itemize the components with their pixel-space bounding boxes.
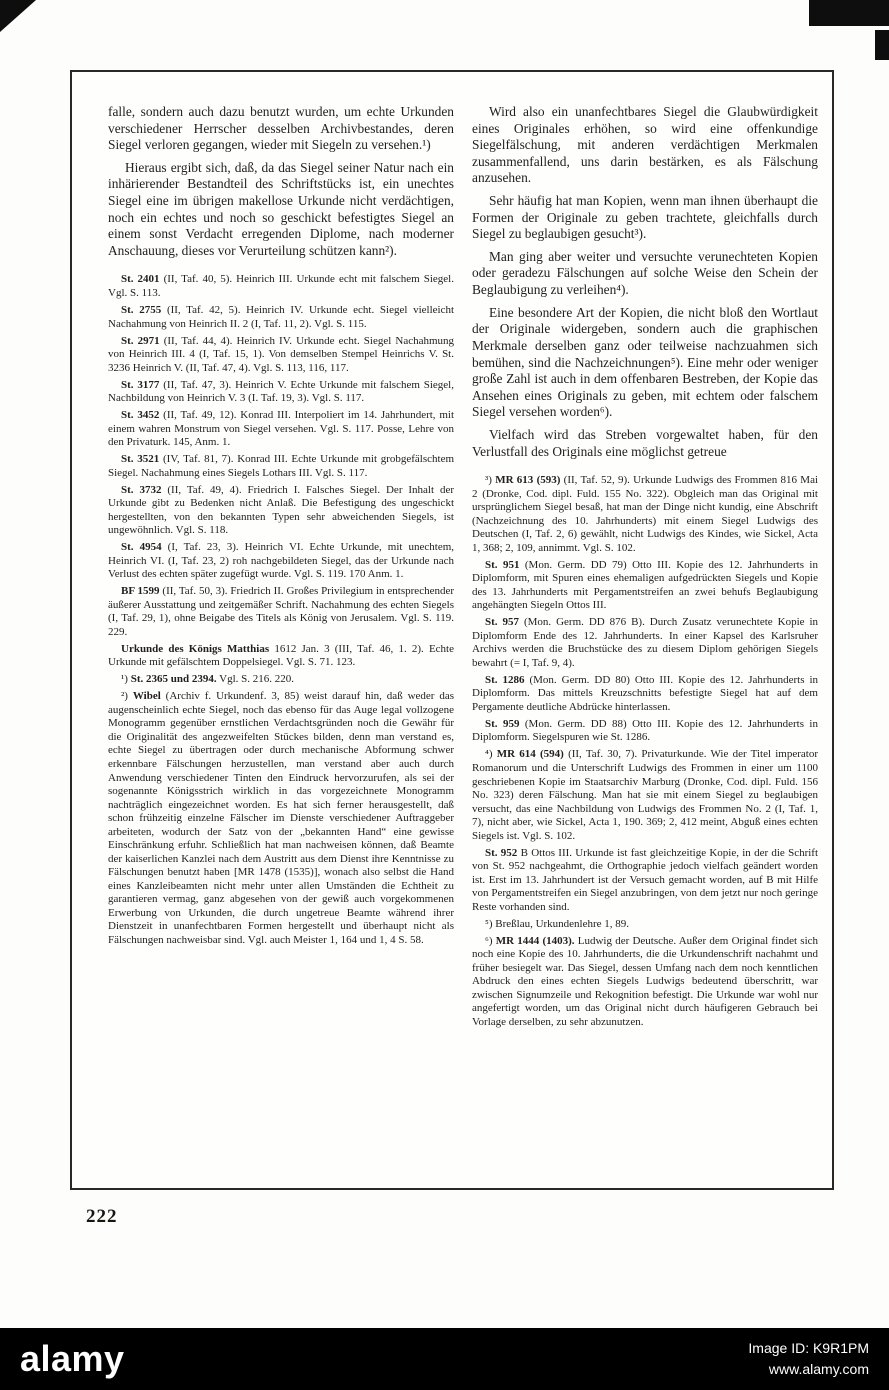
footnote-lead: BF 1599 [121, 585, 160, 598]
body-paragraph: Eine besondere Art der Kopien, die nicht bloß den Wortlaut der Originale widergeben, sondern auch die graphischen Merkmale derselben ganz oder teilweise nachzuahmen sich bemühen, sind die Nachzeichnungen⁵). Eine mehr oder weniger große Zahl ist auch in dem offenbaren Bestreben, der Kopie das Ansehen eines Originals zu geben, mit echtem oder falschem Siegel versehen worden⁶). [472, 304, 818, 420]
footnote-marker: ⁴) [485, 748, 493, 761]
footnote-marker: ¹) [121, 673, 128, 686]
alamy-logo: alamy [20, 1338, 125, 1379]
footnote [108, 690, 454, 947]
footnote-text: (Mon. Germ. DD 876 B). Durch Zusatz verunechtete Kopie in Diplomform Ende des 12. Jahrhunderts. In einer Kapsel des Karlsruher Archivs werden die Bruchstücke des zu diesem Diplom gehörigen Siegels bewahrt (= I, Taf. 9, 4). [472, 616, 819, 669]
footnote-lead: St. 2971 [121, 334, 160, 347]
footnote [108, 673, 454, 687]
footnote-marker: ³) [485, 474, 492, 487]
footnote-marker: ⁶) [485, 934, 493, 947]
footnote-lead: MR 1444 (1403). [495, 934, 575, 947]
footnote-lead: St. 951 [485, 558, 520, 571]
footnote-text: Breßlau, Urkundenlehre 1, 89. [495, 917, 630, 930]
scan-artifact-right-edge [875, 30, 889, 60]
footnote [108, 541, 454, 582]
footnote [108, 484, 454, 538]
footnote-text: (II, Taf. 49, 12). Konrad III. Interpoliert im 14. Jahrhundert, mit einem wahren Monstrum von Siegel versehen. Vgl. S. 117. Posse, Lehre von den Privaturk. 145, Anm. 1. [108, 409, 455, 449]
footnote-marker: ⁵) [485, 917, 493, 930]
page-border-frame [70, 70, 834, 1190]
footnote [472, 935, 818, 1030]
footnote [472, 918, 818, 932]
footnote-text: (II, Taf. 30, 7). Privaturkunde. Wie der Titel imperator Romanorum und die Unterschrift Ludwigs des Frommen in einer um 1100 geschriebenen Kopie im Staatsarchiv Marburg (Dronke, Cod. dipl. Fuld. 156 No. 323) deren Fälschung. Man hat sie mit einem Siegel zu beglaubigen versucht, das eine Nachbildung von Ludwigs des Frommen No. 2 (I, Taf. 1, 7), nicht aber, wie Sickel, Acta 1, 190. 369; 2, 412 meint, Abguß eines echten Siegels ist. Vgl. S. 102. [472, 748, 819, 842]
footnote-lead: MR 613 (593) [495, 474, 561, 487]
footnote-marker: ²) [121, 690, 128, 703]
footnote-lead: St. 2755 [121, 304, 162, 317]
footnote [108, 643, 454, 670]
body-paragraph: falle, sondern auch dazu benutzt wurden, um echte Urkunden verschiedener Herrscher desselben Archivbestandes, deren Siegel verloren gegangen, wieder mit Siegeln zu versehen.¹) [108, 104, 454, 153]
footnote-text: B Ottos III. Urkunde ist fast gleichzeitige Kopie, in der die Schrift von St. 952 nachgeahmt, die Orthographie jedoch vielfach geändert worden ist. Erst im 13. Jahrhundert ist der Versuch gemacht worden, auf B mit Hilfe von Pergamentstreifen ein Siegel anzubringen, von dem jetzt nur noch geringe Reste vorhanden sind. [472, 846, 819, 913]
footnote-text: (II, Taf. 50, 3). Friedrich II. Großes Privilegium in entsprechender äußerer Ausstattung und zeitgemäßer Schrift. Nachahmung des echten Siegels (I, Taf. 29, 1), ohne Beigabe des Titels als König von Jerusalem. Vgl. S. 119. 229. [108, 585, 455, 638]
watermark-meta [748, 1338, 869, 1380]
page-number: 222 [86, 1206, 118, 1227]
footnote [472, 847, 818, 915]
footnote-lead: MR 614 (594) [496, 748, 564, 761]
footnote [472, 616, 818, 670]
alamy-watermark-bar [0, 1328, 889, 1390]
footnote [108, 304, 454, 331]
footnote-text: (Archiv f. Urkundenf. 3, 85) weist darauf hin, daß weder das augenscheinlich echte Siegel, noch das ebenso für das Auge legal vollzogene Monogramm gegenüber ernstlichen Verdachtsgründen noch die Gewähr für die Originalität des angezweifelten Stückes bilden, denn man verstand es, echte Siegel zu übertragen oder durch mechanische Abformung schwer erkennbare Fälschungen herzustellen, man verstand aber auch durch Anwendung verschiedener Tinten den Eindruck hervorzurufen, als sei der sogenannte Königsstrich wirklich in das vorgezeichnete Monogramm nachträglich eingezeichnet worden. Es hat sich ferner herausgestellt, daß schon frühzeitig einzelne Fälscher im Dienste verschiedener Auftraggeber arbeiteten, wodurch der Satz von der „bekannten Hand“ eine gewisse Einschränkung erfuhr. Schließlich hat man nachweisen können, daß Beamte der kaiserlichen Kanzlei nach dem Austritt aus dem Dienst ihre Kenntnisse zu Fälschungen benutzt haben [MR 1478 (1535)], wonach also selbst die Hand eines Kanzleibeamten nicht mehr unter allen Umständen die Echtheit zu garantieren vermag, ganz abgesehen von der gewiß auch vorgekommenen Erwerbung von Urkunden, die durch ungetreue Beamte während ihrer Dienstzeit in unanfechtbaren Formen hergestellt und überhaupt nicht als Fälschungen nachweisbar sind. Vgl. auch Meister 1, 164 und 1, 4 S. 58. [108, 690, 454, 946]
footnote-text: (II, Taf. 42, 5). Heinrich IV. Urkunde echt. Siegel vielleicht Nachahmung von Heinrich II. 2 (I, Taf. 11, 2). Vgl. S. 115. [108, 304, 455, 330]
footnote-lead: St. 4954 [121, 541, 162, 554]
footnote-lead: St. 3452 [121, 409, 160, 422]
footnote [108, 335, 454, 376]
footnote [108, 453, 454, 480]
two-column-text [72, 72, 832, 1188]
footnote-lead: St. 1286 [485, 673, 525, 686]
alamy-url-text: www.alamy.com [768, 1361, 869, 1377]
footnote-lead: St. 2365 und 2394. [130, 673, 217, 686]
footnote-text: (Mon. Germ. DD 80) Otto III. Kopie des 12. Jahrhunderts in Diplomform. Das mittels Kreuzschnitts befestigte Siegel hat auf dem Pergamente deutliche Abdrücke hinterlassen. [472, 673, 818, 713]
right-column [472, 104, 818, 1164]
footnote-text: (IV, Taf. 81, 7). Konrad III. Echte Urkunde mit grobgefälschtem Siegel. Nachahmung eines Siegels Lothars III. Vgl. S. 117. [108, 453, 455, 479]
footnote-text: (II, Taf. 49, 4). Friedrich I. Falsches Siegel. Der Inhalt der Urkunde gibt zu Bedenken nicht Anlaß. Die Befestigung des ungeschickt hergestellten, von den bekannten Typen sehr abweichenden Siegels, ist ungewöhnlich. Vgl. S. 118. [108, 483, 455, 537]
footnote-text: (I, Taf. 23, 3). Heinrich VI. Echte Urkunde, mit unechtem, Heinrich VI. (I, Taf. 23, 2) roh nachgebildeten Siegel, das der Urkunde nach Verlust des echten später zugefügt wurde. Vgl. S. 119. 170 Anm. 1. [108, 541, 455, 581]
body-paragraph: Hieraus ergibt sich, daß, da das Siegel seiner Natur nach ein inhärierender Bestandteil des Schriftstücks ist, ein unechtes Siegel eine im übrigen makellose Urkunde nicht verdächtigen, noch ein echtes und noch so geschickt befestigtes Siegel an einem sonst Verdacht erregenden Diplome, nach moderner Anschauung, dieses vor Verurteilung schützen kann²). [108, 159, 454, 258]
footnote-text: 1612 Jan. 3 (III, Taf. 46, 1. 2). Echte Urkunde mit gefälschtem Doppelsiegel. Vgl. S. 71. 123. [108, 642, 454, 669]
footnote-lead: St. 3732 [121, 483, 162, 496]
footnote-text: (Mon. Germ. DD 79) Otto III. Kopie des 12. Jahrhunderts in Diplomform, mit Spuren eines ehemaligen aufgedrückten Siegels und Kopie des 13. Jahrhunderts mit Pergamentstreifen an zwei behufs Beglaubigung angehängten Siegeln Ottos III. [472, 558, 818, 612]
body-paragraph: Vielfach wird das Streben vorgewaltet haben, für den Verlustfall des Originals eine möglichst getreue [472, 426, 818, 459]
footnote-text: Vgl. S. 216. 220. [219, 673, 295, 686]
footnote-text: (II, Taf. 40, 5). Heinrich III. Urkunde echt mit falschem Siegel. Vgl. S. 113. [108, 273, 454, 299]
footnote [108, 409, 454, 450]
footnote-text: (Mon. Germ. DD 88) Otto III. Kopie des 12. Jahrhunderts in Diplomform. Siegelspuren wie St. 1286. [472, 717, 818, 744]
footnote [472, 748, 818, 843]
footnote [108, 273, 454, 300]
footnote [472, 559, 818, 613]
footnote [472, 718, 818, 745]
footnote-lead: St. 3521 [121, 453, 160, 466]
footnote-lead: Wibel [132, 690, 161, 703]
footnote [108, 585, 454, 639]
footnote [472, 674, 818, 715]
footnote-text: (II, Taf. 52, 9). Urkunde Ludwigs des Frommen 816 Mai 2 (Dronke, Cod. dipl. Fuld. 155 No. 322). Obgleich man das Original mit ursprünglichem Siegel besaß, hat man der Dinge nicht kundig, eine Abschrift (Nachzeichnung des 10. Jahrhunderts) mit einem Siegel Ludwigs des Deutschen (I, Taf. 2, 6) gewählt, nicht Ludwigs des Kindes, wie Sickel, Acta 1, 368; 2, 109, annimmt. Vgl. S. 102. [472, 474, 819, 554]
scan-artifact-top-left [0, 0, 36, 32]
footnote-text: (II, Taf. 47, 3). Heinrich V. Echte Urkunde mit falschem Siegel, Nachbildung von Heinrich V. 3 (I. Taf. 19, 3). Vgl. S. 117. [108, 378, 454, 405]
body-paragraph: Wird also ein unanfechtbares Siegel die Glaubwürdigkeit eines Originales erhöhen, so wird eine offenkundige Siegelfälschung, mit anderen verdächtigen Merkmalen zusammenfallend, uns darin bestärken, es als Fälschung anzusehen. [472, 104, 818, 186]
footnote-lead: St. 959 [485, 717, 520, 730]
scan-artifact-top-right [809, 0, 889, 26]
footnote [472, 474, 818, 555]
body-paragraph: Sehr häufig hat man Kopien, wenn man ihnen überhaupt die Formen der Originale zu geben trachtete, gleichfalls durch Siegel zu beglaubigen gesucht³). [472, 193, 818, 242]
footnote-lead: St. 957 [485, 616, 519, 629]
footnote-text: (II, Taf. 44, 4). Heinrich IV. Urkunde echt. Siegel Nachahmung von Heinrich III. 4 (I, Taf. 15, 1). Von demselben Stempel Heinrichs V. St. 3236 Heinrich V. (II, Taf. 47, 4). Vgl. S. 113, 116, 117. [108, 334, 455, 374]
footnote-lead: St. 3177 [121, 378, 160, 391]
footnote [108, 379, 454, 406]
footnote-lead: St. 952 [485, 846, 518, 859]
footnote-text: Ludwig der Deutsche. Außer dem Original findet sich noch eine Kopie des 10. Jahrhunderts, die die Urkundenschrift nachahmt und früher besiegelt war. Das Siegel, dessen Umfang nach dem noch kenntlichen Abdruck den eines echten Siegels Ludwigs bedeutend überschritt, war zwischen Signumzeile und Rekognition befestigt. Die Urkunde war wohl nur angefertigt worden, um das Original nicht durch häufigeren Gebrauch bei Vorlage derselben, zu sehr abzunutzen. [472, 934, 819, 1028]
image-id-text: Image ID: K9R1PM [748, 1340, 869, 1356]
body-paragraph: Man ging aber weiter und versuchte verunechteten Kopien oder geradezu Fälschungen auf solche Weise den Schein der Beglaubigung zu verleihen⁴). [472, 248, 818, 298]
footnote-lead: St. 2401 [121, 273, 160, 286]
footnote-lead: Urkunde des Königs Matthias [121, 642, 270, 655]
left-column [108, 104, 454, 1164]
